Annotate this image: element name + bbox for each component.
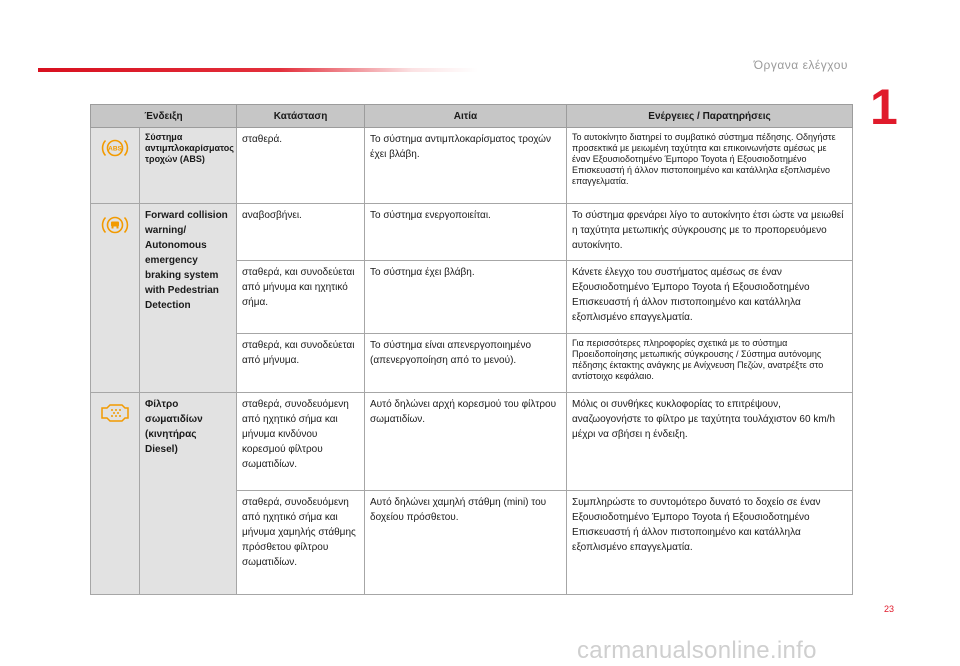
abs-warning-icon bbox=[96, 136, 134, 160]
dpf-action-2: Συμπληρώστε το συντομότερο δυνατό το δοχείο σε έναν Εξουσιοδοτημένο Έμπορο Toyota ή Εξουσιοδοτημένο Επισκευαστή ή άλλον πιστοποιημένο και κατάλληλα εξοπλισμένο επαγγελματία. bbox=[567, 491, 853, 595]
fcw-state-2: σταθερά, και συνοδεύεται από μήνυμα και ηχητικό σήμα. bbox=[237, 261, 365, 334]
fcw-cause-2: Το σύστημα έχει βλάβη. bbox=[365, 261, 567, 334]
table-header-row bbox=[91, 105, 853, 128]
page-number: 23 bbox=[884, 604, 895, 614]
column-header-state: Κατάσταση bbox=[237, 105, 365, 128]
fcw-action-1: Το σύστημα φρενάρει λίγο το αυτοκίνητο έτσι ώστε να μειωθεί η ταχύτητα μετωπικής σύγκρουσης με το προπορευόμενο αυτοκίνητο. bbox=[567, 204, 853, 261]
column-header-indicator: Ένδειξη bbox=[91, 105, 237, 128]
dpf-action-1: Μόλις οι συνθήκες κυκλοφορίας το επιτρέψουν, αναζωογονήστε το φίλτρο με ταχύτητα τουλάχιστον 60 km/h μέχρι να σβήσει η ένδειξη. bbox=[567, 393, 853, 491]
table-row bbox=[91, 204, 853, 261]
forward-collision-warning-icon bbox=[96, 212, 134, 238]
dpf-icon-cell bbox=[91, 393, 140, 595]
header-accent-rule bbox=[38, 68, 478, 72]
abs-icon-cell bbox=[91, 128, 140, 204]
chapter-number: 1 bbox=[870, 79, 898, 135]
fcw-indicator-name: Forward collision warning/ Autonomous emergency braking system with Pedestrian Detection bbox=[140, 204, 237, 393]
table-row bbox=[91, 393, 853, 491]
fcw-state-3: σταθερά, και συνοδεύεται από μήνυμα. bbox=[237, 334, 365, 393]
abs-cause: Το σύστημα αντιμπλοκαρίσματος τροχών έχει βλάβη. bbox=[365, 128, 567, 204]
diesel-particle-filter-icon bbox=[96, 401, 134, 425]
warning-lights-table bbox=[90, 104, 853, 595]
fcw-cause-3: Το σύστημα είναι απενεργοποιημένο (απενεργοποίηση από το μενού). bbox=[365, 334, 567, 393]
watermark: carmanualsonline.info bbox=[577, 637, 817, 664]
abs-indicator-name: Σύστημα αντιμπλοκαρίσματος τροχών (ABS) bbox=[140, 128, 237, 204]
dpf-indicator-name: Φίλτρο σωματιδίων (κινητήρας Diesel) bbox=[140, 393, 237, 595]
dpf-cause-2: Αυτό δηλώνει χαμηλή στάθμη (mini) του δοχείου πρόσθετου. bbox=[365, 491, 567, 595]
dpf-state-1: σταθερά, συνοδευόμενη από ηχητικό σήμα και μήνυμα κινδύνου κορεσμού φίλτρου σωματιδίων. bbox=[237, 393, 365, 491]
table-row bbox=[91, 128, 853, 204]
fcw-action-2: Κάνετε έλεγχο του συστήματος αμέσως σε έναν Εξουσιοδοτημένο Έμπορο Toyota ή Εξουσιοδοτημένο Επισκευαστή ή άλλον πιστοποιημένο και κατάλληλα εξοπλισμένο επαγγελματία. bbox=[567, 261, 853, 334]
dpf-cause-1: Αυτό δηλώνει αρχή κορεσμού του φίλτρου σωματιδίων. bbox=[365, 393, 567, 491]
column-header-cause: Αιτία bbox=[365, 105, 567, 128]
abs-state: σταθερά. bbox=[237, 128, 365, 204]
fcw-icon-cell bbox=[91, 204, 140, 393]
abs-action: Το αυτοκίνητο διατηρεί το συμβατικό σύστημα πέδησης. Οδηγήστε προσεκτικά με μειωμένη ταχύτητα και επικοινωνήστε αμέσως με έναν Εξουσιοδοτημένο Έμπορο Toyota ή Εξουσιοδοτημένο Επισκευαστή ή άλλον πιστοποιημένο και κατάλληλα εξοπλισμένο επαγγελματία. bbox=[567, 128, 853, 204]
svg-text:ABS: ABS bbox=[108, 145, 122, 153]
fcw-cause-1: Το σύστημα ενεργοποιείται. bbox=[365, 204, 567, 261]
section-title: Όργανα ελέγχου bbox=[753, 58, 848, 72]
dpf-state-2: σταθερά, συνοδευόμενη από ηχητικό σήμα και μήνυμα χαμηλής στάθμης πρόσθετου φίλτρου σωματιδίων. bbox=[237, 491, 365, 595]
column-header-actions: Ενέργειες / Παρατηρήσεις bbox=[567, 105, 853, 128]
fcw-action-3: Για περισσότερες πληροφορίες σχετικά με το σύστημα Προειδοποίησης μετωπικής σύγκρουσης / Σύστημα αυτόνομης πέδησης έκτακτης ανάγκης με Ανίχνευση Πεζών, ανατρέξτε στο αντίστοιχο κεφάλαιο. bbox=[567, 334, 853, 393]
fcw-state-1: αναβοσβήνει. bbox=[237, 204, 365, 261]
